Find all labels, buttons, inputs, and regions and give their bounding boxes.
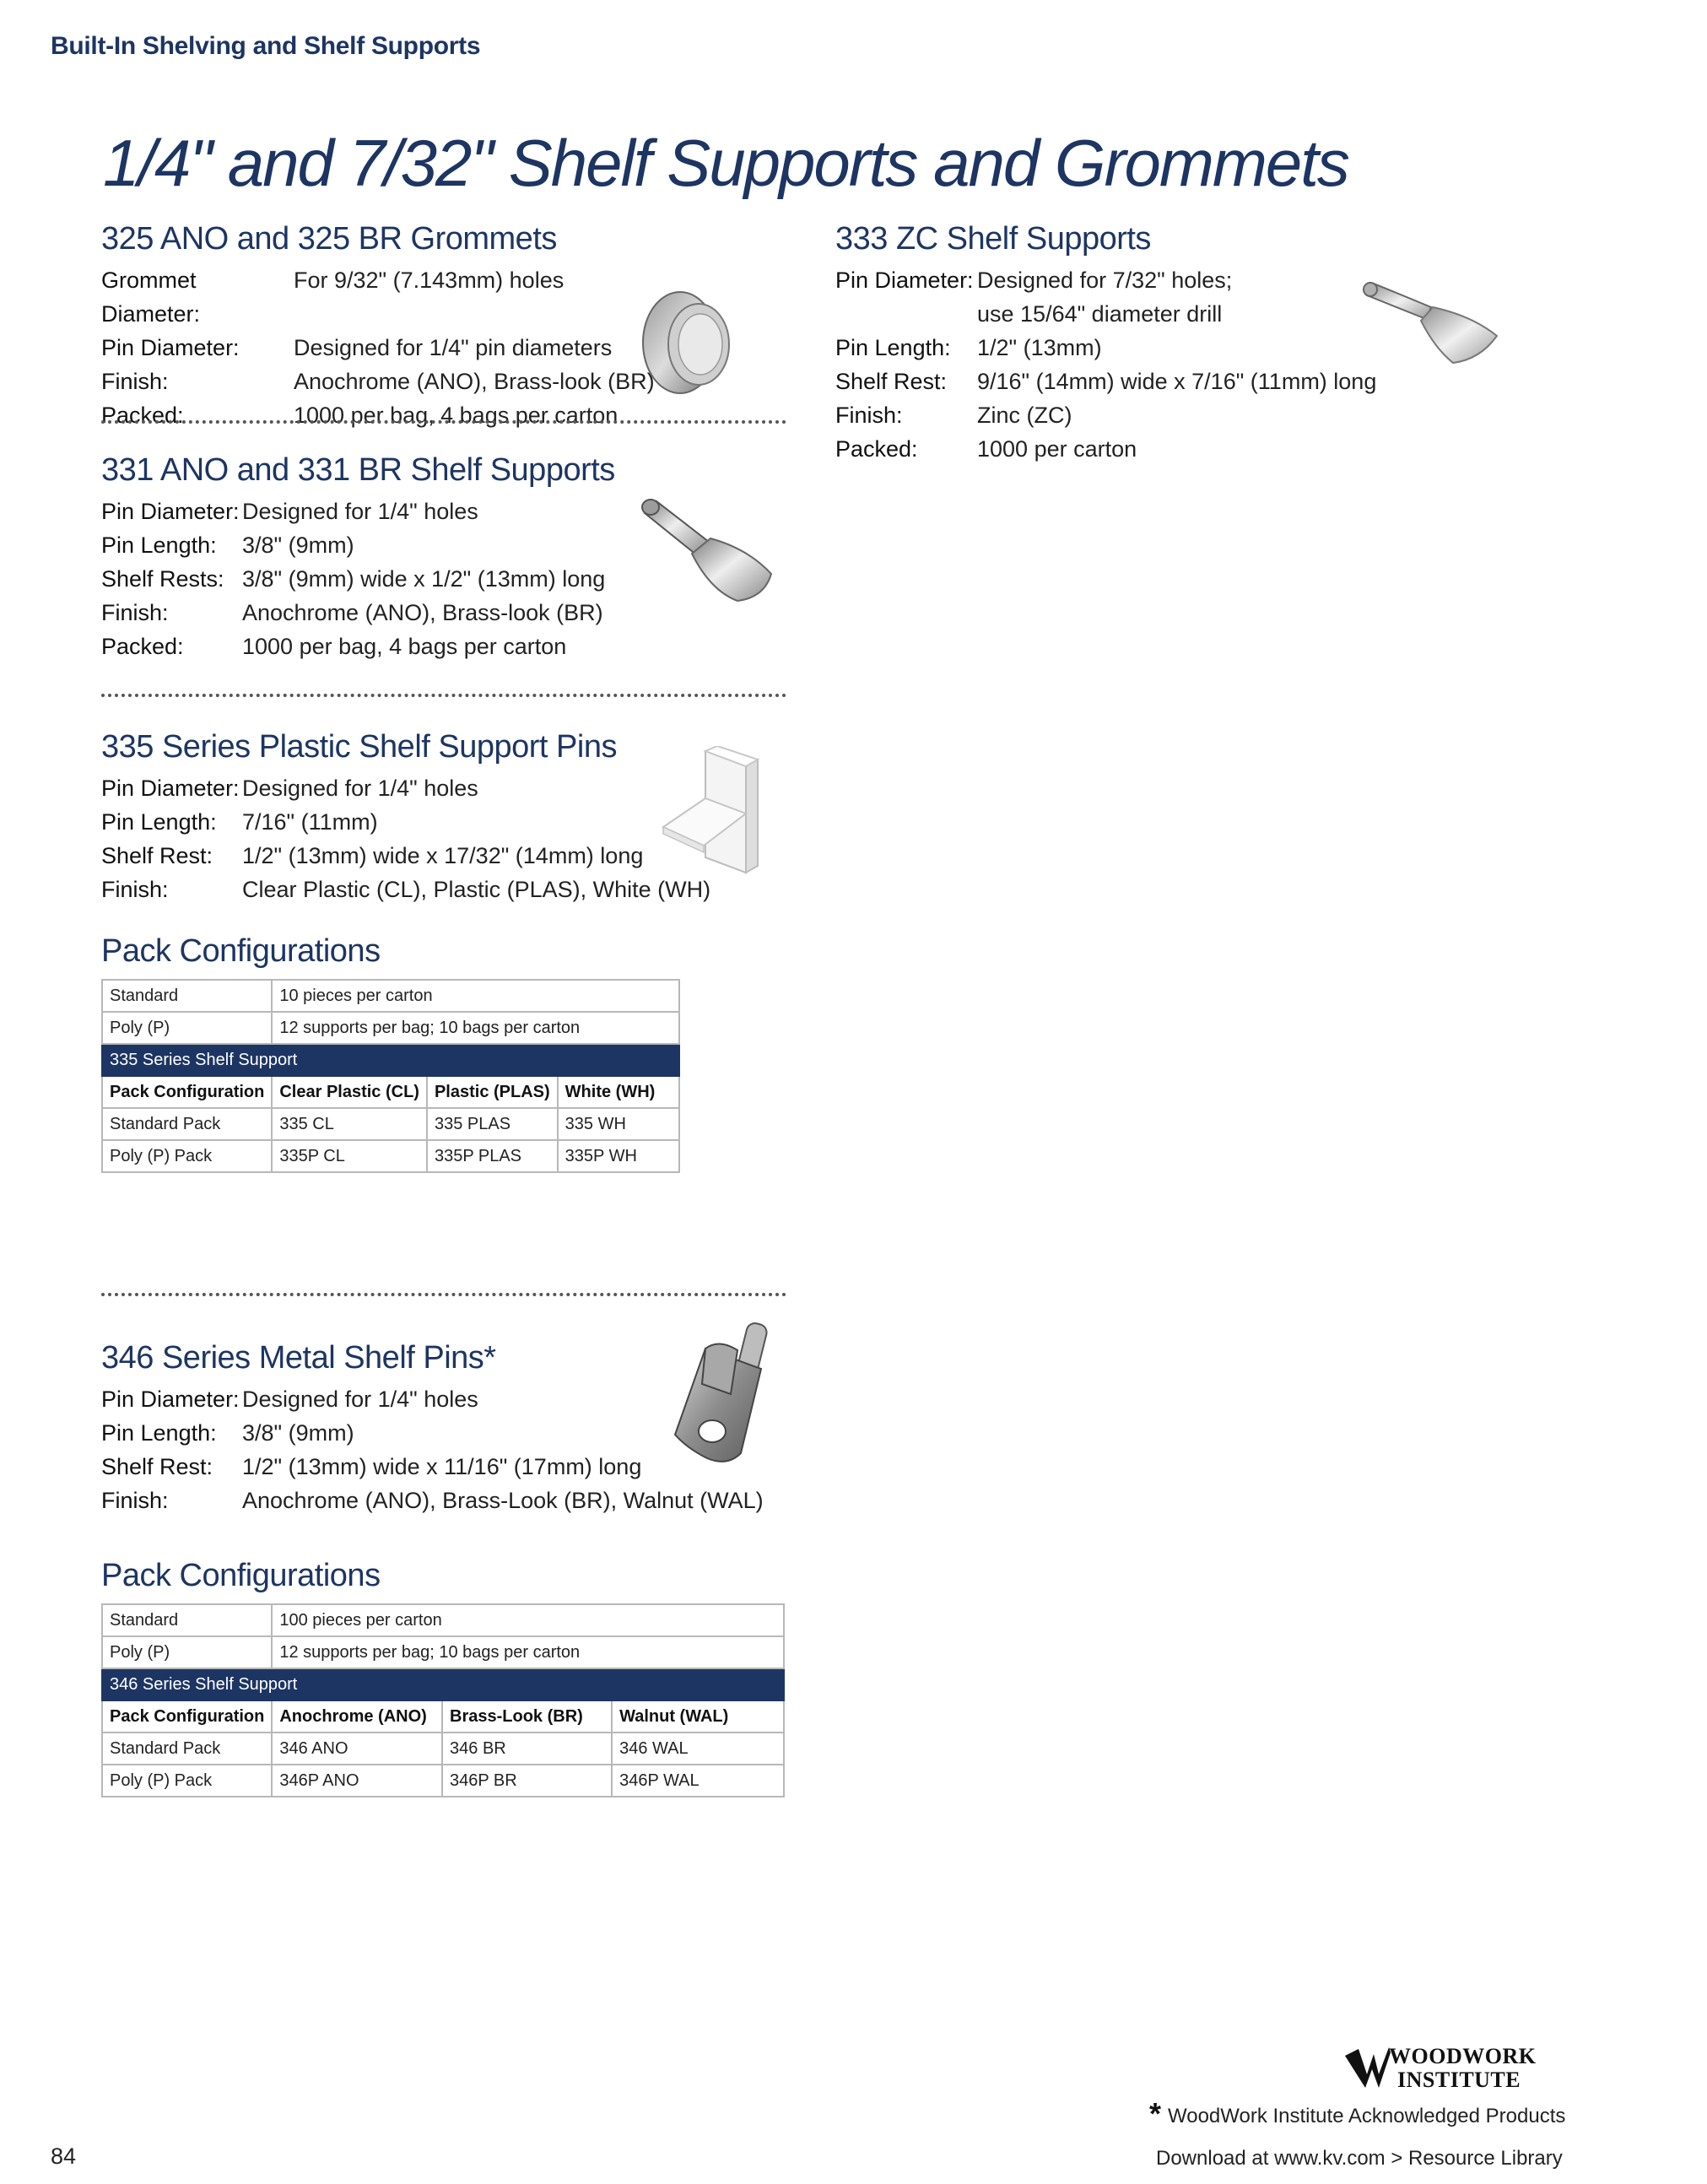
spec-list-335 [101, 771, 710, 906]
column-header: Anochrome (ANO) [272, 1700, 442, 1733]
spec-value: use 15/64" diameter drill [977, 301, 1223, 327]
page-title: 1/4" and 7/32" Shelf Supports and Grommets [103, 126, 1348, 200]
spec-value: Clear Plastic (CL), Plastic (PLAS), White (WH) [242, 877, 711, 902]
metal-shelf-pin-icon [650, 1316, 776, 1468]
spec-value: 1/2" (13mm) wide x 11/16" (17mm) long [242, 1454, 642, 1479]
spec-label: Shelf Rests: [101, 566, 224, 592]
spec-label: Finish: [835, 403, 903, 428]
table-header-row [102, 1700, 784, 1733]
woodwork-institute-logo [1342, 2041, 1537, 2093]
table-band: 346 Series Shelf Support [102, 1668, 784, 1700]
table-cell: 335 WH [558, 1108, 679, 1140]
spec-label: Pin Diameter: [101, 499, 240, 524]
divider [101, 1293, 786, 1296]
plastic-shelf-pin-icon [658, 746, 768, 881]
spec-label: Pin Diameter: [101, 776, 240, 801]
spec-value: 1000 per carton [977, 436, 1137, 462]
spec-label: Finish: [101, 877, 169, 902]
spec-label: Pin Length: [101, 1420, 217, 1446]
spec-value: Designed for 1/4" holes [242, 1387, 478, 1412]
footnote-download: Download at www.kv.com > Resource Library [1156, 2147, 1563, 2170]
product-title-333: 333 ZC Shelf Supports [835, 221, 1151, 257]
spec-label: Shelf Rest: [835, 369, 948, 394]
section-header: Built-In Shelving and Shelf Supports [51, 32, 481, 60]
table-band: 335 Series Shelf Support [102, 1044, 679, 1076]
page-number: 84 [51, 2143, 77, 2169]
spec-value: Designed for 1/4" holes [242, 499, 478, 524]
logo-mark-icon [1342, 2041, 1392, 2091]
spec-value: Designed for 1/4" holes [242, 776, 478, 801]
spec-value: 1/2" (13mm) wide x 17/32" (14mm) long [242, 843, 644, 868]
pack-config-title-346: Pack Configurations [101, 1558, 381, 1593]
table-cell: 335P WH [558, 1140, 679, 1172]
spec-label: Grommet Diameter: [101, 268, 201, 327]
spec-label: Packed: [101, 634, 184, 659]
spec-label: Finish: [101, 600, 169, 625]
spec-value: 7/16" (11mm) [242, 809, 378, 835]
column-header: Pack Configuration [102, 1076, 272, 1108]
spec-label: Shelf Rest: [101, 1454, 213, 1479]
product-title-331: 331 ANO and 331 BR Shelf Supports [101, 452, 615, 488]
pack-config-table-335 [101, 979, 680, 1173]
product-title-335: 335 Series Plastic Shelf Support Pins [101, 729, 617, 765]
spec-label: Finish: [101, 369, 169, 394]
table-cell: 346P BR [442, 1765, 612, 1797]
table-cell: 100 pieces per carton [272, 1604, 784, 1636]
spec-value: Anochrome (ANO), Brass-look (BR) [294, 369, 655, 394]
table-cell: 335P PLAS [427, 1140, 558, 1172]
spec-value: Designed for 7/32" holes; [977, 268, 1233, 293]
spec-value: 9/16" (14mm) wide x 7/16" (11mm) long [977, 369, 1377, 394]
table-band-row [102, 1668, 784, 1700]
spec-label: Finish: [101, 1488, 169, 1513]
table-band-row [102, 1044, 679, 1076]
table-cell: Poly (P) Pack [102, 1140, 272, 1172]
spec-value: 1/2" (13mm) [977, 335, 1102, 360]
spoon-shelf-support-icon [638, 498, 781, 608]
spec-value: 1000 per bag, 4 bags per carton [242, 634, 567, 659]
spec-label: Pin Length: [101, 532, 217, 558]
logo-text-institute: INSTITUTE [1397, 2068, 1521, 2092]
table-cell: Standard [102, 980, 272, 1012]
column-header: Pack Configuration [102, 1700, 272, 1733]
table-cell: 346 BR [442, 1733, 612, 1765]
table-cell: 346 ANO [272, 1733, 442, 1765]
table-cell: 12 supports per bag; 10 bags per carton [272, 1012, 679, 1044]
table-cell: Poly (P) Pack [102, 1765, 272, 1797]
spec-value: Anochrome (ANO), Brass-Look (BR), Walnut (WAL) [242, 1488, 764, 1513]
table-row [102, 1012, 679, 1044]
table-header-row [102, 1076, 679, 1108]
pack-config-table-346 [101, 1603, 785, 1797]
table-cell: 346 WAL [612, 1733, 784, 1765]
table-row [102, 980, 679, 1012]
table-cell: 346P ANO [272, 1765, 442, 1797]
table-row [102, 1765, 784, 1797]
divider [101, 694, 786, 697]
spec-value: 3/8" (9mm) [242, 532, 354, 558]
spec-value: Anochrome (ANO), Brass-look (BR) [242, 600, 603, 625]
spec-label: Pin Diameter: [101, 1387, 240, 1412]
spec-list-325 [101, 263, 655, 432]
column-header: White (WH) [558, 1076, 679, 1108]
spec-value: 3/8" (9mm) wide x 1/2" (13mm) long [242, 566, 606, 592]
table-cell: Standard Pack [102, 1733, 272, 1765]
spec-label: Packed: [835, 436, 918, 462]
spec-value: For 9/32" (7.143mm) holes [294, 268, 564, 293]
table-cell: 12 supports per bag; 10 bags per carton [272, 1636, 784, 1668]
spec-list-333 [835, 263, 1376, 466]
column-header: Plastic (PLAS) [427, 1076, 558, 1108]
spec-label: Pin Length: [101, 809, 217, 835]
table-cell: Poly (P) [102, 1636, 272, 1668]
spec-list-331 [101, 495, 605, 663]
footnote-asterisk: * [1149, 2096, 1162, 2131]
spec-label: Pin Diameter: [835, 268, 974, 293]
column-header: Walnut (WAL) [612, 1700, 784, 1733]
table-row [102, 1108, 679, 1140]
grommet-icon [638, 287, 739, 398]
pack-config-title-335: Pack Configurations [101, 933, 381, 969]
divider [101, 420, 786, 424]
spec-value: 3/8" (9mm) [242, 1420, 354, 1446]
footnote-acknowledged: WoodWork Institute Acknowledged Products [1168, 2105, 1566, 2127]
column-header: Clear Plastic (CL) [272, 1076, 427, 1108]
spoon-shelf-support-icon [1362, 282, 1505, 366]
spec-label: Pin Length: [835, 335, 951, 360]
spec-value: 1000 per bag, 4 bags per carton [294, 403, 619, 428]
spec-label [835, 297, 977, 331]
table-row [102, 1733, 784, 1765]
table-cell: Standard Pack [102, 1108, 272, 1140]
table-row [102, 1636, 784, 1668]
spec-value: Zinc (ZC) [977, 403, 1072, 428]
table-cell: Poly (P) [102, 1012, 272, 1044]
spec-value: Designed for 1/4" pin diameters [294, 335, 613, 360]
product-title-346: 346 Series Metal Shelf Pins* [101, 1340, 496, 1376]
table-row [102, 1140, 679, 1172]
spec-label: Packed: [101, 403, 184, 428]
spec-label: Shelf Rest: [101, 843, 213, 868]
spec-label: Pin Diameter: [101, 335, 240, 360]
table-cell: 335 PLAS [427, 1108, 558, 1140]
table-row [102, 1604, 784, 1636]
table-cell: Standard [102, 1604, 272, 1636]
table-cell: 335 CL [272, 1108, 427, 1140]
table-cell: 346P WAL [612, 1765, 784, 1797]
product-title-325: 325 ANO and 325 BR Grommets [101, 221, 557, 257]
table-cell: 10 pieces per carton [272, 980, 679, 1012]
table-cell: 335P CL [272, 1140, 427, 1172]
column-header: Brass-Look (BR) [442, 1700, 612, 1733]
logo-text-woodwork: WOODWORK [1389, 2044, 1537, 2068]
